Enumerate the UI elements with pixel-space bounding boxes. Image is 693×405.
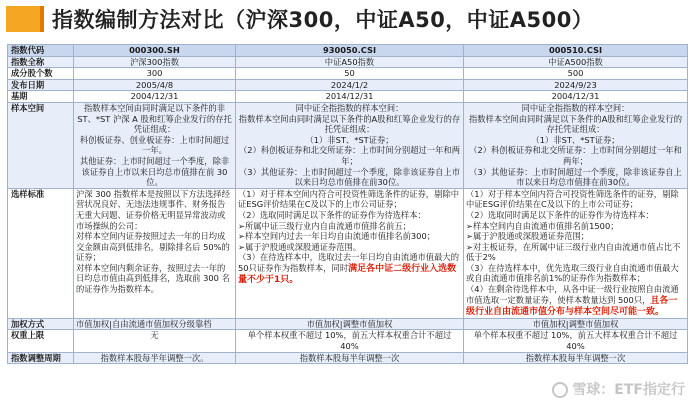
page-title: 指数编制方法对比（沪深300，中证A50，中证A500） xyxy=(52,8,594,32)
row-label: 指数代码 xyxy=(8,45,74,57)
cell-paragraph: 指数样本空间由同时满足以下条件的A股和红筹企业发行的存托凭证组成： xyxy=(238,113,461,135)
table-row-index-code xyxy=(8,45,688,57)
cell-hs300: 沪深300指数 xyxy=(74,56,236,68)
cell-paragraph: （1）非ST、*ST证券； xyxy=(305,134,394,145)
cell-paragraph: ➢对主板证券，在所属中证三级行业内自由流通市值占比不低于2% xyxy=(466,241,681,263)
cell-paragraph: （1）非ST、*ST证券； xyxy=(531,134,620,145)
cell-a50: 930050.CSI xyxy=(236,45,464,57)
table-row-constituents xyxy=(8,68,688,80)
cell-paragraph: （2）科创板证券和北交所证券：上市时间分别超过一年和两年； xyxy=(469,145,682,166)
cell-paragraph: 同中证全指指数的样本空间： xyxy=(295,102,404,113)
cell-paragraph: ➢属于沪股通或深股通证券范围。 xyxy=(238,241,362,252)
cell-hs300: 300 xyxy=(74,68,236,80)
cell-paragraph: （1）对于样本空间内符合可投资性筛选条件的证券，剔除中证ESG评价结果在C及以下的上市公司证券； xyxy=(466,188,679,210)
title-accent-stripe xyxy=(40,6,44,32)
cell-a500: 单个样本权重不超过 10%，前五大样本权重合计不超过 40% xyxy=(464,330,688,352)
table-row-release-date xyxy=(8,79,688,91)
snowball-logo-icon xyxy=(552,382,568,398)
cell-paragraph: 对样本空间内证券按照过去一年的日均成交金额由高到低排名，剔除排名后 50%的证券； xyxy=(76,231,230,263)
cell-hs300: 000300.SH xyxy=(74,45,236,57)
row-label: 指数调整周期 xyxy=(8,352,74,364)
row-label: 加权方式 xyxy=(8,318,74,330)
comparison-table xyxy=(7,44,688,364)
table-row-sample-space xyxy=(8,102,688,188)
cell-paragraph: 沪深 300 指数样本是按照以下方法选择经营状况良好、无违法违规事件、财务报告无重大问题、证券价格无明显异常波动或市场操纵的公司： xyxy=(76,188,230,231)
cell-a500: 2004/12/31 xyxy=(464,91,688,103)
row-label: 基期 xyxy=(8,91,74,103)
cell-paragraph: （2）科创板证券和北交所证券：上市时间分别超过一年和两年； xyxy=(239,145,460,166)
cell-a50: 50 xyxy=(236,68,464,80)
title-bar xyxy=(0,0,693,40)
table-row-weight-cap xyxy=(8,330,688,352)
cell-paragraph: 科创板证券、创业板证券：上市时间超过一年。 xyxy=(79,134,230,156)
cell-a500: 000510.CSI xyxy=(464,45,688,57)
cell-paragraph: （3）在待选样本中，优先选取三级行业自由流通市值最大或自由流通市值排名前1%的证券作为指数样本； xyxy=(466,262,679,284)
cell-a50: 指数样本股每半年调整一次 xyxy=(236,352,464,364)
cell-a50: 市值加权|调整市值加权 xyxy=(236,318,464,330)
cell-a50: 2014/12/31 xyxy=(236,91,464,103)
row-label: 发布日期 xyxy=(8,79,74,91)
title-accent-block xyxy=(6,6,40,32)
cell-paragraph: 对样本空间内剩余证券，按照过去一年的日均总市值由高到低排名，选取前 300 名的证券作为指数样本。 xyxy=(76,262,230,295)
cell-hs300: 无 xyxy=(74,330,236,352)
cell-paragraph: （4）在剩余待选样本中，从各中证一级行业按照自由流通市值选取一定数量证券，使样本数量达到 500只， xyxy=(466,284,679,305)
cell-a500: 指数样本股每半年调整一次 xyxy=(464,352,688,364)
table-row-weighting xyxy=(8,318,688,330)
cell-paragraph: （2）选取同时满足以下条件的证券作为待选样本： xyxy=(466,209,654,220)
row-label: 指数全称 xyxy=(8,56,74,68)
row-label: 成分股个数 xyxy=(8,68,74,80)
cell-a50: 中证A50指数 xyxy=(236,56,464,68)
cell-hs300 xyxy=(74,188,236,318)
watermark-text: 雪球：ETF指定行 xyxy=(572,382,685,398)
cell-paragraph: （2）选取同时满足以下条件的证券作为待选样本： xyxy=(238,209,426,220)
highlight-text: 满足各中证二级行业入选数量不少于1只。 xyxy=(238,263,457,286)
cell-a50: 单个样本权重不超过 10%，前五大样本权重合计不超过 40% xyxy=(236,330,464,352)
cell-paragraph: 其他证券：上市时间超过一个季度，除非该证券自上市以来日均总市值排在前 30 位。 xyxy=(79,155,230,188)
cell-a500: 中证A500指数 xyxy=(464,56,688,68)
cell-paragraph: 指数样本空间由同时满足以下条件的非 ST、*ST 沪深 A 股和红筹企业发行的存托凭证组成： xyxy=(77,102,232,135)
cell-hs300 xyxy=(74,102,236,188)
cell-a50: 2024/1/2 xyxy=(236,79,464,91)
table-row-rebalance xyxy=(8,352,688,364)
cell-a500: 市值加权|调整市值加权 xyxy=(464,318,688,330)
cell-a50 xyxy=(236,102,464,188)
cell-a500 xyxy=(464,102,688,188)
row-label: 选样标准 xyxy=(8,188,74,318)
row-label: 权重上限 xyxy=(8,330,74,352)
cell-paragraph: ➢样本空间内过去一年日均自由流通市值排名前300； xyxy=(238,231,436,242)
cell-paragraph: ➢属于沪股通或深股通证券范围； xyxy=(466,231,590,242)
cell-paragraph: （3）在待选样本中，选取过去一年日均自由流通市值最大的50只证券作为指数样本，同时 xyxy=(238,252,459,273)
cell-a50 xyxy=(236,188,464,318)
cell-hs300: 2004/12/31 xyxy=(74,91,236,103)
cell-paragraph: 同中证全指指数的样本空间： xyxy=(521,102,630,113)
cell-hs300: 2005/4/8 xyxy=(74,79,236,91)
cell-paragraph: ➢样本空间内自由流通市值排名前1500； xyxy=(466,220,619,231)
cell-a500: 2024/9/23 xyxy=(464,79,688,91)
cell-hs300: 市值加权|自由流通市值加权分级靠档 xyxy=(74,318,236,330)
table-row-full-name xyxy=(8,56,688,68)
highlight-text: 且各一级行业自由流通市值分布与样本空间尽可能一致。 xyxy=(466,295,678,318)
cell-hs300: 指数样本股每半年调整一次。 xyxy=(74,352,236,364)
cell-paragraph: （1）对于样本空间内符合可投资性筛选条件的证券，剔除中证ESG评价结果在C及以下的上市公司证券； xyxy=(238,188,459,210)
cell-paragraph: ➢所属中证三级行业内自由流通市值排名前五； xyxy=(238,220,411,231)
cell-a500 xyxy=(464,188,688,318)
cell-paragraph: （3）其他证券：上市时间超过一个季度，除非该证券自上市以来日均总市值排在前30位。 xyxy=(239,166,460,188)
table-row-base-date xyxy=(8,91,688,103)
watermark xyxy=(552,379,685,399)
row-label: 样本空间 xyxy=(8,102,74,188)
table-row-selection xyxy=(8,188,688,318)
cell-a500: 500 xyxy=(464,68,688,80)
cell-paragraph: 指数样本空间由同时满足以下条件的A股和红筹企业发行的存托凭证组成： xyxy=(468,113,683,135)
cell-paragraph: （3）其他证券：上市时间超过一个季度，除非该证券自上市以来日均总市值排在前30位。 xyxy=(469,166,682,188)
